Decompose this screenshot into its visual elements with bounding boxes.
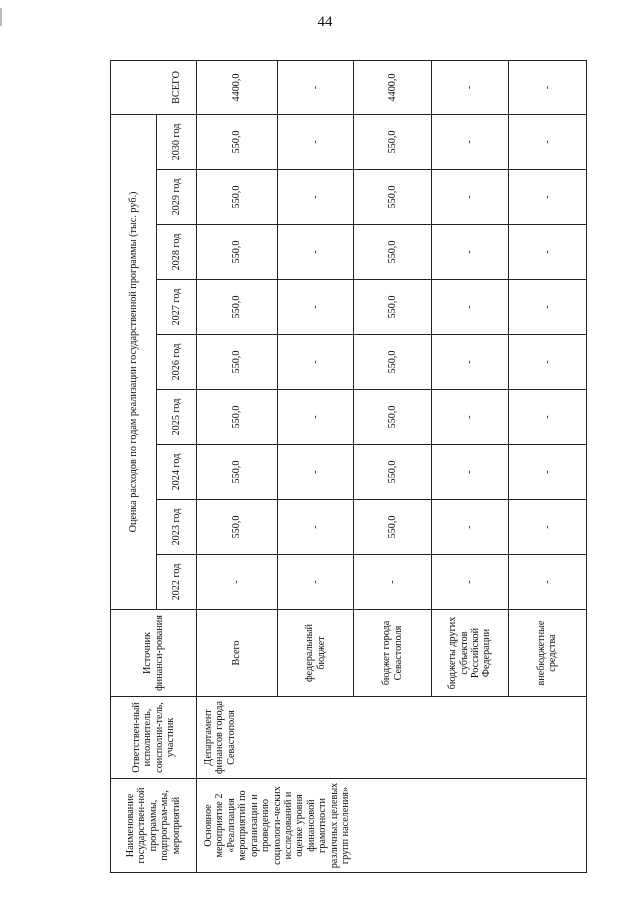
value-cell-total: - bbox=[508, 61, 586, 115]
value-cell: - bbox=[508, 225, 586, 280]
value-cell: 550,0 bbox=[197, 500, 278, 555]
value-cell: - bbox=[508, 280, 586, 335]
value-cell: - bbox=[278, 335, 354, 390]
value-cell: 550,0 bbox=[197, 335, 278, 390]
value-cell: - bbox=[432, 170, 509, 225]
activity-name: Основное мероприятие 2 «Реализация мероприятий по организации и проведению социологи-ческих исследований и оценке уровня финансовой грамотности различных целевых групп населения» bbox=[197, 779, 587, 873]
value-cell: - bbox=[432, 114, 509, 169]
value-cell: - bbox=[508, 445, 586, 500]
table-row bbox=[197, 61, 278, 873]
header-year-2022: 2022 год bbox=[157, 555, 197, 610]
header-year-2023: 2023 год bbox=[157, 500, 197, 555]
value-cell: 550,0 bbox=[197, 445, 278, 500]
value-cell: - bbox=[432, 335, 509, 390]
expenses-table bbox=[110, 60, 587, 873]
value-cell: - bbox=[432, 280, 509, 335]
table-row bbox=[278, 61, 354, 873]
header-year-2029: 2029 год bbox=[157, 170, 197, 225]
header-total: ВСЕГО bbox=[157, 61, 197, 115]
source-label: Всего bbox=[197, 610, 278, 697]
value-cell: 550,0 bbox=[354, 170, 432, 225]
header-year-2030: 2030 год bbox=[157, 114, 197, 169]
header-year-2024: 2024 год bbox=[157, 445, 197, 500]
value-cell: - bbox=[508, 390, 586, 445]
header-total-spacer bbox=[111, 61, 157, 115]
value-cell: - bbox=[508, 114, 586, 169]
table-row bbox=[432, 61, 509, 873]
value-cell: - bbox=[197, 555, 278, 610]
value-cell: 550,0 bbox=[354, 280, 432, 335]
value-cell-total: 4400,0 bbox=[354, 61, 432, 115]
source-label: внебюджетные средства bbox=[508, 610, 586, 697]
header-name: Наименование государствен-ной программы, подпрограм-мы, мероприятий bbox=[111, 779, 197, 873]
value-cell: - bbox=[508, 500, 586, 555]
value-cell: 550,0 bbox=[197, 170, 278, 225]
page-number: 44 bbox=[317, 14, 333, 30]
value-cell: 550,0 bbox=[197, 114, 278, 169]
value-cell: - bbox=[278, 500, 354, 555]
value-cell: 550,0 bbox=[354, 390, 432, 445]
value-cell: 550,0 bbox=[354, 500, 432, 555]
header-expenses-group: Оценка расходов по годам реализации государственной программы (тыс. руб.) bbox=[111, 114, 157, 609]
source-label: федеральный бюджет bbox=[278, 610, 354, 697]
value-cell: - bbox=[432, 225, 509, 280]
value-cell: - bbox=[508, 555, 586, 610]
activity-responsible: Департамент финансов города Севастополя bbox=[197, 697, 278, 779]
header-responsible: Ответствен-ный исполнитель, соисполни-тель, участник bbox=[111, 697, 197, 779]
value-cell: - bbox=[278, 390, 354, 445]
value-cell: - bbox=[432, 445, 509, 500]
value-cell: - bbox=[354, 555, 432, 610]
value-cell-total: - bbox=[432, 61, 509, 115]
header-year-2025: 2025 год bbox=[157, 390, 197, 445]
responsible-empty bbox=[432, 697, 509, 779]
value-cell-total: - bbox=[278, 61, 354, 115]
value-cell: - bbox=[278, 170, 354, 225]
responsible-empty bbox=[354, 697, 432, 779]
rotated-table-container bbox=[110, 60, 587, 873]
value-cell: - bbox=[278, 555, 354, 610]
responsible-empty bbox=[508, 697, 586, 779]
value-cell: - bbox=[278, 225, 354, 280]
value-cell: - bbox=[432, 500, 509, 555]
header-source: Источник финанси-рования bbox=[111, 610, 197, 697]
value-cell: 550,0 bbox=[354, 445, 432, 500]
value-cell: - bbox=[432, 555, 509, 610]
responsible-empty bbox=[278, 697, 354, 779]
value-cell: 550,0 bbox=[354, 225, 432, 280]
value-cell: 550,0 bbox=[197, 280, 278, 335]
value-cell: - bbox=[508, 335, 586, 390]
value-cell: - bbox=[432, 390, 509, 445]
source-label: бюджеты других субъектов Российской Федерации bbox=[432, 610, 509, 697]
value-cell: - bbox=[508, 170, 586, 225]
header-year-2028: 2028 год bbox=[157, 225, 197, 280]
value-cell: 550,0 bbox=[354, 114, 432, 169]
value-cell: - bbox=[278, 280, 354, 335]
header-year-2026: 2026 год bbox=[157, 335, 197, 390]
rotated-table-frame bbox=[110, 60, 587, 873]
table-row bbox=[508, 61, 586, 873]
source-label: бюджет города Севастополя bbox=[354, 610, 432, 697]
value-cell-total: 4400,0 bbox=[197, 61, 278, 115]
scan-edge-mark bbox=[0, 8, 2, 26]
table-row bbox=[354, 61, 432, 873]
value-cell: 550,0 bbox=[197, 390, 278, 445]
value-cell: - bbox=[278, 114, 354, 169]
value-cell: 550,0 bbox=[197, 225, 278, 280]
value-cell: - bbox=[278, 445, 354, 500]
value-cell: 550,0 bbox=[354, 335, 432, 390]
header-year-2027: 2027 год bbox=[157, 280, 197, 335]
